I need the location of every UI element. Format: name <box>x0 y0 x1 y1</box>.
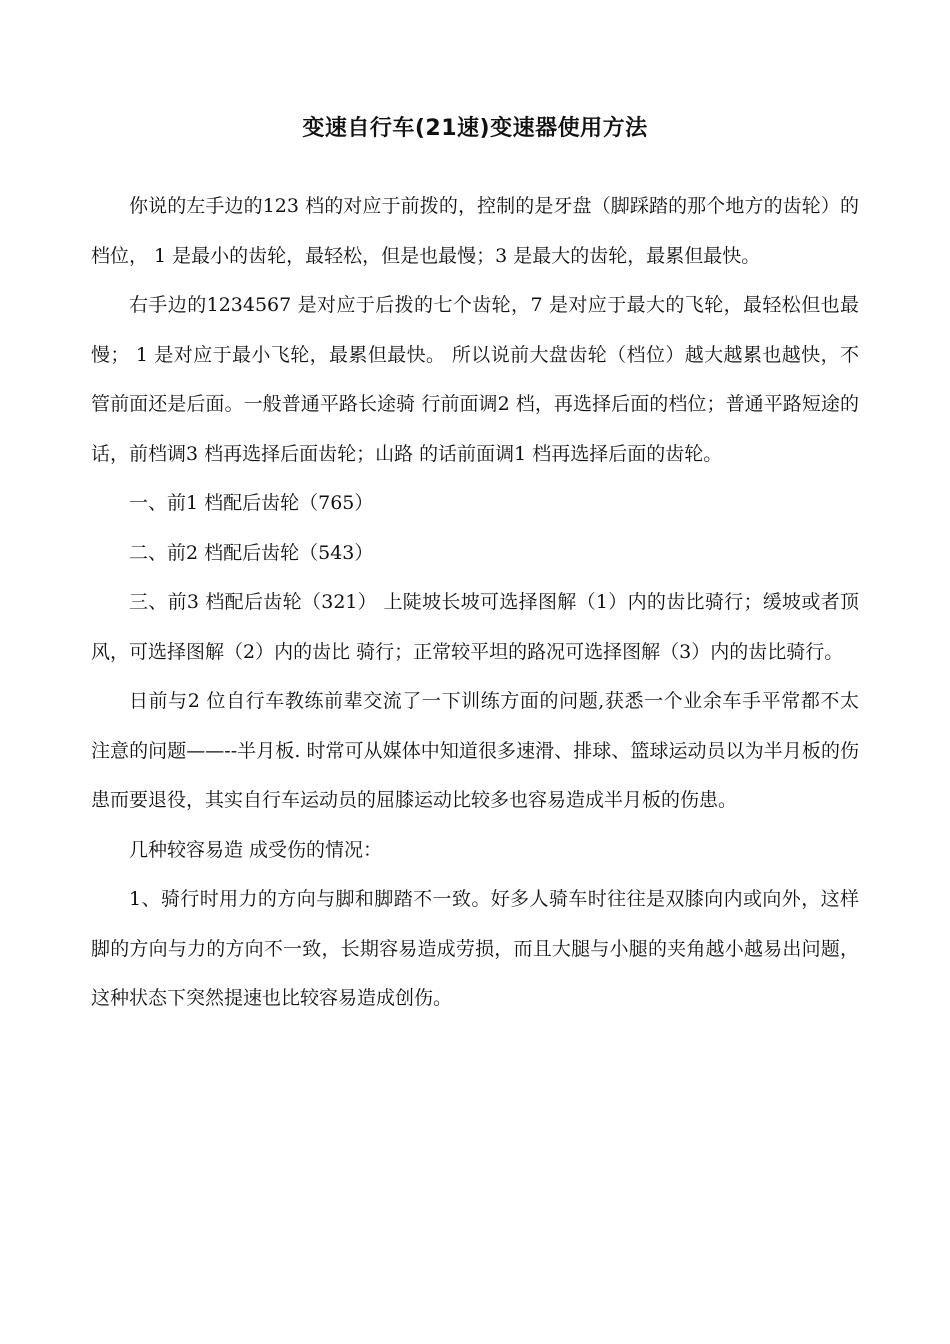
list-item-front-2: 二、前2 档配后齿轮（543） <box>129 541 374 564</box>
paragraph-meniscus: 日前与2 位自行车教练前辈交流了一下训练方面的问题,获悉一个业余车手平常都不太 注意的问题——--半月板. 时常可从媒体中知道很多速滑、排球、篮球运动员以为半月板的伤 患而要退役，其实自行车运动员的屈膝运动比较多也容易造成半月板的伤患。 <box>91 690 859 811</box>
list-item-front-1: 一、前1 档配后齿轮（765） <box>129 492 374 514</box>
paragraph-gear-right: 右手边的1234567 是对应于后拨的七个齿轮，7 是对应于最大的飞轮，最轻松但也最慢； 1 是对应于最小飞轮，最累但最快。 所以说前大盘齿轮（档位）越大越累也越快，不管前面还是后面。一般普通平路长途骑 行前面调2 档，再选择后面的档位；普通平路短途的话，前档调3 档再选择后面齿轮；山路 的话前面调1 档再选择后面的齿轮。 <box>91 294 859 465</box>
document-title: 变速自行车(21速)变速器使用方法 <box>302 116 648 141</box>
document-body <box>91 182 859 1024</box>
paragraph-injury-1: 1、骑行时用力的方向与脚和脚踏不一致。好多人骑车时往往是双膝向内或向外，这样 脚的方向与力的方向不一致，长期容易造成劳损，而且大腿与小腿的夹角越小越易出问题， 这种状态下突然提速也比较容易造成创伤。 <box>91 888 859 1009</box>
list-item-front-3: 三、前3 档配后齿轮（321） 上陡坡长坡可选择图解（1）内的齿比骑行；缓坡或者顶风，可选择图解（2）内的齿比 骑行；正常较平坦的路况可选择图解（3）内的齿比骑行。 <box>91 591 859 663</box>
paragraph-injury-intro: 几种较容易造 成受伤的情况： <box>129 838 383 861</box>
paragraph-gear-left: 你说的左手边的123 档的对应于前拨的，控制的是牙盘（脚踩踏的那个地方的齿轮）的档位， 1 是最小的齿轮，最轻松，但是也最慢；3 是最大的齿轮，最累但最快。 <box>91 195 859 267</box>
